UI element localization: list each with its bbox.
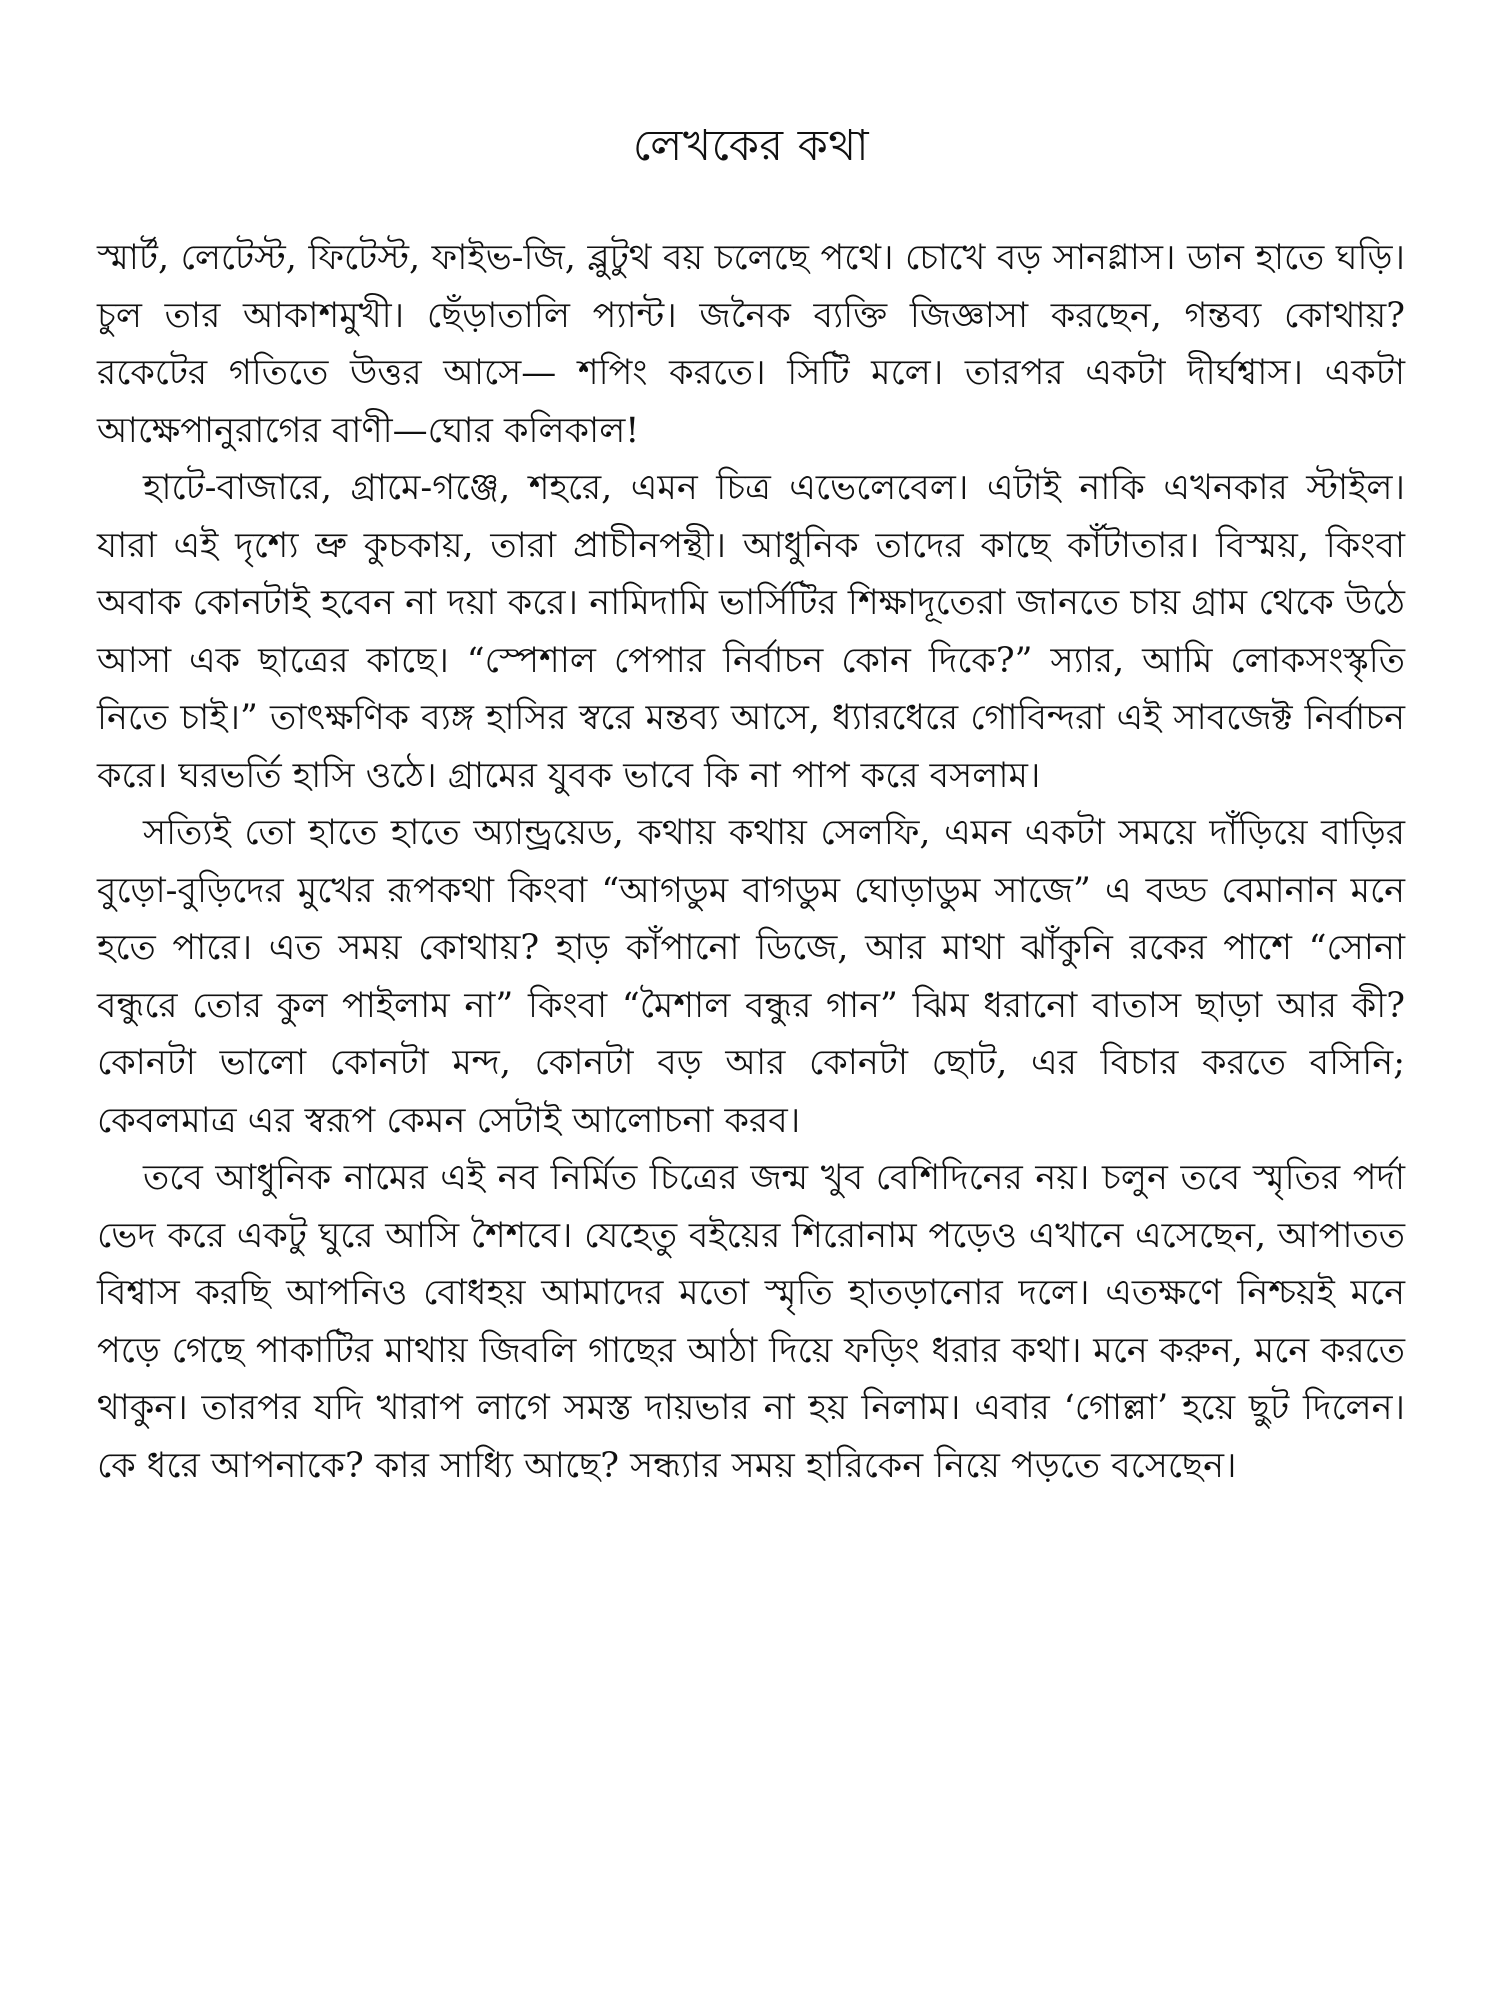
paragraph-3: সত্যিই তো হাতে হাতে অ্যান্ড্রয়েড, কথায় কথায় সেলফি, এমন একটা সময়ে দাঁড়িয়ে বাড়ির বুড়ো-বুড়িদের মুখের রূপকথা কিংবা “আগডুম বাগডুম ঘোড়াডুম সাজে” এ বড্ড বেমানান মনে হতে পারে। এত সময় কোথায়? হাড় কাঁপানো ডিজে, আর মাথা ঝাঁকুনি রকের পাশে “সোনা বন্ধুরে তোর কুল পাইলাম না” কিংবা “মৈশাল বন্ধুর গান” ঝিম ধরানো বাতাস ছাড়া আর কী? কোনটা ভালো কোনটা মন্দ, কোনটা বড় আর কোনটা ছোট, এর বিচার করতে বসিনি; কেবলমাত্র এর স্বরূপ কেমন সেটাই আলোচনা করব। [97, 813, 1405, 1141]
body-text [97, 230, 1405, 1495]
paragraph-1: স্মার্ট, লেটেস্ট, ফিটেস্ট, ফাইভ-জি, ব্লুটুথ বয় চলেছে পথে। চোখে বড় সানগ্লাস। ডান হাতে ঘড়ি। চুল তার আকাশমুখী। ছেঁড়াতালি প্যান্ট। জনৈক ব্যক্তি জিজ্ঞাসা করছেন, গন্তব্য কোথায়? রকেটের গতিতে উত্তর আসে— শপিং করতে। সিটি মলে। তারপর একটা দীর্ঘশ্বাস। একটা আক্ষেপানুরাগের বাণী—ঘোর কলিকাল! [97, 238, 1405, 451]
paragraph-4: তবে আধুনিক নামের এই নব নির্মিত চিত্রের জন্ম খুব বেশিদিনের নয়। চলুন তবে স্মৃতির পর্দা ভেদ করে একটু ঘুরে আসি শৈশবে। যেহেতু বইয়ের শিরোনাম পড়েও এখানে এসেছেন, আপাতত বিশ্বাস করছি আপনিও বোধহয় আমাদের মতো স্মৃতি হাতড়ানোর দলে। এতক্ষণে নিশ্চয়ই মনে পড়ে গেছে পাকাটির মাথায় জিবলি গাছের আঠা দিয়ে ফড়িং ধরার কথা। মনে করুন, মনে করতে থাকুন। তারপর যদি খারাপ লাগে সমস্ত দায়ভার না হয় নিলাম। এবার ‘গোল্লা’ হয়ে ছুট দিলেন। কে ধরে আপনাকে? কার সাধ্যি আছে? সন্ধ্যার সময় হারিকেন নিয়ে পড়তে বসেছেন। [97, 1158, 1405, 1486]
page-title: লেখকের কথা [632, 121, 870, 171]
paragraph-2: হাটে-বাজারে, গ্রামে-গঞ্জে, শহরে, এমন চিত্র এভেলেবেল। এটাই নাকি এখনকার স্টাইল। যারা এই দৃশ্যে ভ্রু কুচকায়, তারা প্রাচীনপন্থী। আধুনিক তাদের কাছে কাঁটাতার। বিস্ময়, কিংবা অবাক কোনটাই হবেন না দয়া করে। নামিদামি ভার্সিটির শিক্ষাদূতেরা জানতে চায় গ্রাম থেকে উঠে আসা এক ছাত্রের কাছে। “স্পেশাল পেপার নির্বাচন কোন দিকে?” স্যার, আমি লোকসংস্কৃতি নিতে চাই।” তাৎক্ষণিক ব্যঙ্গ হাসির স্বরে মন্তব্য আসে, ধ্যারধেরে গোবিন্দরা এই সাবজেক্ট নির্বাচন করে। ঘরভর্তি হাসি ওঠে। গ্রামের যুবক ভাবে কি না পাপ করে বসলাম। [97, 468, 1405, 796]
